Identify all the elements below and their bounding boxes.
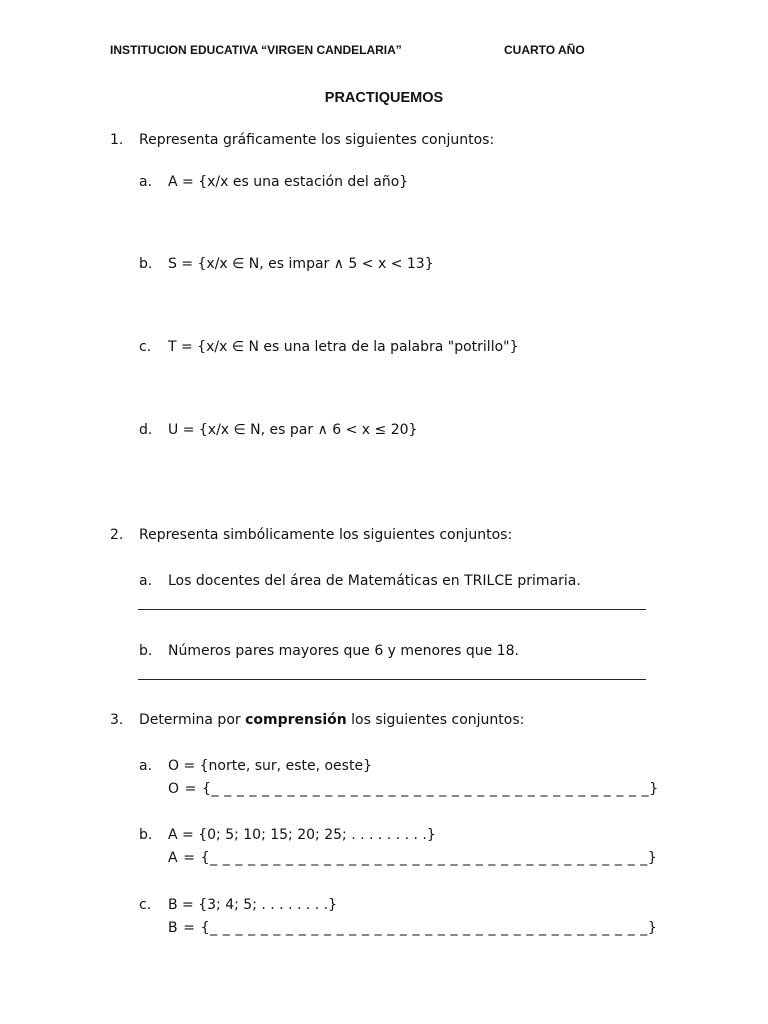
school-name: INSTITUCION EDUCATIVA “VIRGEN CANDELARIA” bbox=[110, 43, 402, 57]
q3-item-b-line2: A = {_ _ _ _ _ _ _ _ _ _ _ _ _ _ _ _ _ _ _ _ _ _ _ _ _ _ _ _ _ _ _ _ _ _ _} bbox=[168, 850, 658, 866]
q1-item-b-letter: b. bbox=[139, 256, 153, 272]
q1-number: 1. bbox=[110, 132, 124, 148]
q1-item-b-text: S = {x/x ∈ N, es impar ∧ 5 < x < 13} bbox=[168, 256, 434, 272]
q3-item-a-letter: a. bbox=[139, 758, 153, 774]
q2-text: Representa simbólicamente los siguientes conjuntos: bbox=[139, 527, 513, 543]
q1-item-a-text: A = {x/x es una estación del año} bbox=[168, 174, 409, 190]
q3-text-bold: comprensión bbox=[245, 712, 347, 728]
q1-item-c-text: T = {x/x ∈ N es una letra de la palabra "potrillo"} bbox=[168, 339, 519, 355]
q1-item-c-letter: c. bbox=[139, 339, 152, 355]
q3-item-c-line1: B = {3; 4; 5; . . . . . . . .} bbox=[168, 897, 338, 913]
q3-text bbox=[139, 711, 524, 729]
q3-text-after: los siguientes conjuntos: bbox=[346, 712, 525, 728]
q1-text: Representa gráficamente los siguientes conjuntos: bbox=[139, 132, 495, 148]
q1-item-d-letter: d. bbox=[139, 422, 153, 438]
worksheet-title: PRACTIQUEMOS bbox=[324, 90, 444, 106]
q2-item-a-letter: a. bbox=[139, 573, 153, 589]
q2-item-b-text: Números pares mayores que 6 y menores que 18. bbox=[168, 643, 519, 659]
q3-item-a-line1: O = {norte, sur, este, oeste} bbox=[168, 758, 372, 774]
q3-item-b-line1: A = {0; 5; 10; 15; 20; 25; . . . . . . . . .} bbox=[168, 827, 436, 843]
q3-item-a-line2: O = {_ _ _ _ _ _ _ _ _ _ _ _ _ _ _ _ _ _ _ _ _ _ _ _ _ _ _ _ _ _ _ _ _ _ _} bbox=[168, 781, 659, 797]
q2-number: 2. bbox=[110, 527, 124, 543]
answer-line-q2b bbox=[138, 679, 646, 680]
answer-line-q2a bbox=[138, 609, 646, 610]
q3-item-c-line2: B = {_ _ _ _ _ _ _ _ _ _ _ _ _ _ _ _ _ _ _ _ _ _ _ _ _ _ _ _ _ _ _ _ _ _ _} bbox=[168, 920, 658, 936]
q2-item-b-letter: b. bbox=[139, 643, 153, 659]
q2-item-a-text: Los docentes del área de Matemáticas en TRILCE primaria. bbox=[168, 573, 581, 589]
q1-item-a-letter: a. bbox=[139, 174, 153, 190]
q3-item-c-letter: c. bbox=[139, 897, 152, 913]
q3-number: 3. bbox=[110, 712, 124, 728]
q3-item-b-letter: b. bbox=[139, 827, 153, 843]
q1-item-d-text: U = {x/x ∈ N, es par ∧ 6 < x ≤ 20} bbox=[168, 422, 418, 438]
q3-text-before: Determina por bbox=[139, 712, 246, 728]
grade-label: CUARTO AÑO bbox=[504, 43, 585, 57]
